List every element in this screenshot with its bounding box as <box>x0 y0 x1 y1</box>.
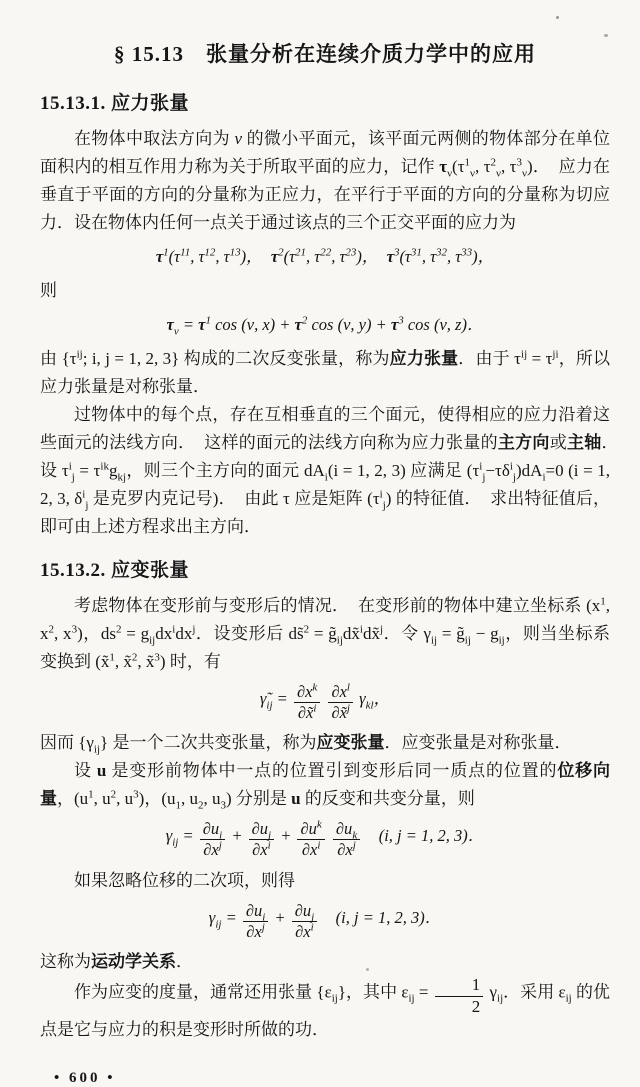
paragraph: 这称为运动学关系． <box>40 951 193 971</box>
display-formula-strain-transform: $\gammã_{ij}$ = $\frac{\partial x^k}{\partial x̃^i}$ $\frac{\partial x^l}{\partial x̃^j}$ $\gamma_{kl}$， <box>259 681 391 723</box>
display-formula-strain-displacement: $\gamma_{ij}$ = $\frac{\partial u_i}{\partial x^j}$ + $\frac{\partial u_j}{\partial x^i}$ + $\frac{\partial u^k}{\partial x^i}$ $\frac{\partial u_k}{\partial x^j}$ (i, j = 1, 2, 3)． <box>165 818 485 860</box>
section-stress-tensor <box>40 88 628 541</box>
paragraph: 由 {$\tau^{ij}$; i, j = 1, 2, 3} 构成的二次反变张量，称为应力张量．由于 $\tau^{ij} = \tau^{ji}$，所以应力张量是对称张量． <box>40 348 611 396</box>
scan-speckle <box>556 16 559 19</box>
scan-speckle <box>366 968 369 971</box>
section-strain-tensor <box>40 555 610 1044</box>
paragraph: 则 <box>40 281 57 300</box>
scan-speckle <box>604 34 608 37</box>
paragraph: 因而 $\{\gamma_{ij}\}$ 是一个二次共变张量，称为应变张量．应变张量是对称张量． <box>40 733 572 756</box>
section-heading-strain: 15.13.2. 应变张量 <box>40 560 190 581</box>
paragraph: 过物体中的每个点，存在互相垂直的三个面元，使得相应的应力沿着这些面元的法线方向． 这样的面元的法线方向称为应力张量的主方向或主轴． 设 $\tau^i_j = \tau^{ik}g_{kj}$，则三个主方向的面元 $dA_i(i = 1$, 2, 3) 应满足 $(\tau^i_j-\tau\delta^i_j)dA_i=0$ (i = 1, 2, 3, $\delta^i_j$ 是克罗内克记号)． 由此 τ 应是矩阵 $(\tau^i_j)$ 的特征值． 求出特征值后，即可由上述方程求出主方向． <box>40 405 628 536</box>
page-title: § 15.13 张量分析在连续介质力学中的应用 <box>114 42 536 66</box>
paragraph: 考虑物体在变形前与变形后的情况． 在变形前的物体中建立坐标系 ($x^1$, $x^2$, $x^3$)，$ds^2 = g_{ij}dx^idx^j$．设变形后 ds̃$^2$ = $g̃_{ij}dx̃^idx̃^j$．令 $\gamma_{ij}$ = $g̃_{ij} - g_{ij}$，则当坐标系变换到 (x̃$^1$, x̃$^2$, x̃$^3$) 时，有 <box>40 595 611 671</box>
display-formula-stress-vector: $\tau_\nu = \tau^1$ cos (ν, $x) + \tau^2$ cos (ν, $y) + \tau^3$ cos (ν, z)． <box>166 314 484 338</box>
display-formula-stress-components: $\tau^1(\tau^{11}$, $\tau^{12}$, $\tau^{13}$)， $\tau^2(\tau^{21}$, $\tau^{22}$, $\tau^{23}$)， $\tau^3(\tau^{31}$, $\tau^{32}$, $\tau^{33}$)， <box>155 246 495 266</box>
display-formula-linear-strain: $\gamma_{ij}$ = $\frac{\partial u_i}{\partial x^j}$ + $\frac{\partial u_j}{\partial x^i}$ (i, j = 1, 2, 3)． <box>208 900 442 941</box>
page-number: • 600 • <box>54 1070 116 1087</box>
paragraph: 如果忽略位移的二次项，则得 <box>74 870 295 890</box>
paragraph: 在物体中取法方向为 ν 的微小平面元，该平面元两侧的物体部分在单位面积内的相互作用力称为关于所取平面的应力，记作 $\tau_\nu(\tau^1_\nu$, $\tau^2_\nu$, $\tau^3_\nu$)． 应力在垂直于平面的方向的分量称为正应力，在平行于平面的方向的分量称为切应力．设在物体内任何一点关于通过该点的三个正交平面的应力为 <box>40 129 611 232</box>
paragraph: 设 u 是变形前物体中一点的位置引到变形后同一质点的位置的位移向量，($u^1$, $u^2$, $u^3$)，($u_1$, $u_2$, $u_3$) 分别是 u 的反变和共变分量，则 <box>40 761 611 812</box>
section-heading-stress: 15.13.1. 应力张量 <box>40 93 190 114</box>
paragraph: 作为应变的度量，通常还用张量 $\{\varepsilon_{ij}\}$，其中 $\varepsilon_{ij}$ = $\frac{1}{2}$ $\gamma_{ij}$．采用 $\varepsilon_{ij}$ 的优点是它与应力的积是变形时所做的功． <box>40 974 611 1040</box>
